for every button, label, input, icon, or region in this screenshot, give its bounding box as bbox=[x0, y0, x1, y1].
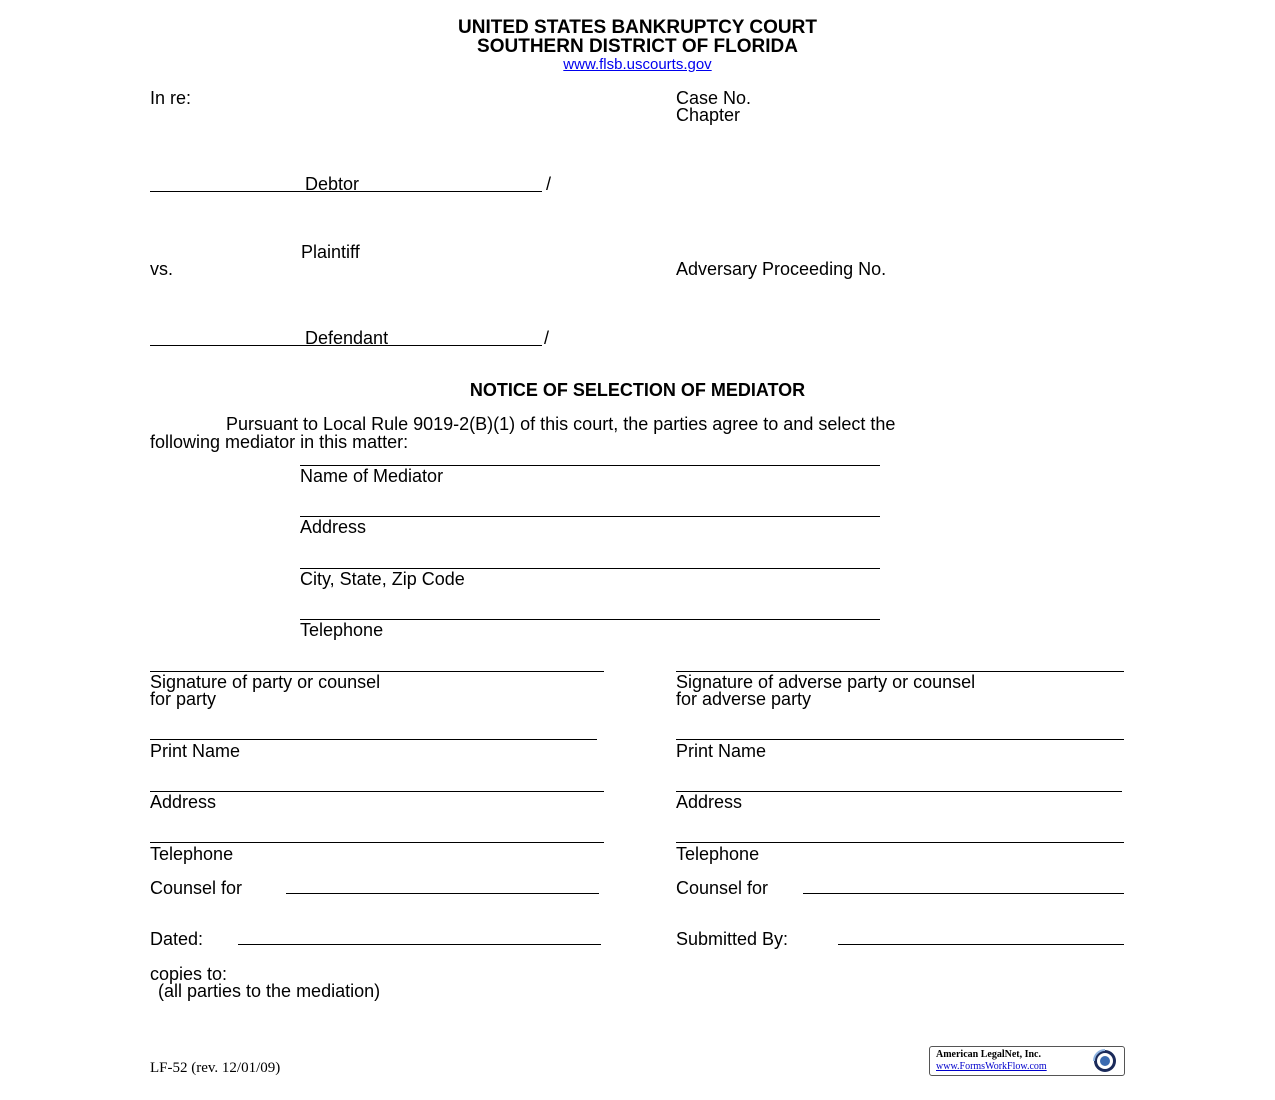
in-re-label: In re: bbox=[150, 88, 192, 108]
left-address-line[interactable] bbox=[150, 791, 604, 792]
body-text-line1: Pursuant to Local Rule 9019-2(B)(1) of this court, the parties agree to and select the bbox=[226, 414, 896, 434]
right-telephone-line[interactable] bbox=[676, 842, 1124, 843]
submitted-by-line[interactable] bbox=[838, 944, 1124, 945]
right-print-name-label: Print Name bbox=[676, 741, 767, 761]
court-name: UNITED STATES BANKRUPTCY COURT bbox=[458, 17, 817, 38]
right-address-line[interactable] bbox=[676, 791, 1122, 792]
chapter-label: Chapter bbox=[676, 105, 741, 125]
debtor-label: Debtor bbox=[305, 174, 360, 194]
left-address-label: Address bbox=[150, 792, 217, 812]
vendor-name: American LegalNet, Inc. bbox=[936, 1049, 1041, 1060]
left-signature-label: Signature of party or counsel bbox=[150, 672, 381, 692]
mediator-telephone-label: Telephone bbox=[300, 620, 384, 640]
left-signature-label-cont: for party bbox=[150, 689, 217, 709]
left-telephone-label: Telephone bbox=[150, 844, 234, 864]
form-id: LF-52 (rev. 12/01/09) bbox=[150, 1060, 281, 1076]
submitted-by-label: Submitted By: bbox=[676, 929, 789, 949]
mediator-address-label: Address bbox=[300, 517, 367, 537]
defendant-label: Defendant bbox=[305, 328, 389, 348]
vendor-logo-icon bbox=[1088, 1048, 1122, 1074]
vendor-badge[interactable] bbox=[929, 1046, 1125, 1076]
copies-to-note: (all parties to the mediation) bbox=[158, 981, 381, 1001]
right-counsel-for-line[interactable] bbox=[803, 893, 1124, 894]
court-website-link[interactable]: www.flsb.uscourts.gov bbox=[563, 56, 712, 73]
left-counsel-for-line[interactable] bbox=[286, 893, 599, 894]
dated-line[interactable] bbox=[238, 944, 601, 945]
right-address-label: Address bbox=[676, 792, 743, 812]
right-counsel-for-label: Counsel for bbox=[676, 878, 769, 898]
copies-to-label: copies to: bbox=[150, 964, 228, 984]
district-name: SOUTHERN DISTRICT OF FLORIDA bbox=[477, 36, 798, 57]
left-telephone-line[interactable] bbox=[150, 842, 604, 843]
right-telephone-label: Telephone bbox=[676, 844, 760, 864]
left-print-name-line[interactable] bbox=[150, 739, 597, 740]
vendor-url[interactable]: www.FormsWorkFlow.com bbox=[936, 1061, 1047, 1072]
document-title: NOTICE OF SELECTION OF MEDIATOR bbox=[469, 380, 806, 400]
mediator-address-line[interactable] bbox=[300, 516, 880, 517]
plaintiff-label: Plaintiff bbox=[301, 242, 360, 262]
left-counsel-for-label: Counsel for bbox=[150, 878, 243, 898]
left-print-name-label: Print Name bbox=[150, 741, 241, 761]
defendant-slash: / bbox=[544, 328, 550, 348]
debtor-slash: / bbox=[546, 174, 552, 194]
body-text-line2: following mediator in this matter: bbox=[150, 432, 409, 452]
right-signature-label: Signature of adverse party or counsel bbox=[676, 672, 976, 692]
mediator-name-label: Name of Mediator bbox=[300, 466, 444, 486]
right-print-name-line[interactable] bbox=[676, 739, 1124, 740]
mediator-telephone-line[interactable] bbox=[300, 619, 880, 620]
mediator-city-label: City, State, Zip Code bbox=[300, 569, 465, 589]
dated-label: Dated: bbox=[150, 929, 204, 949]
right-signature-label-cont: for adverse party bbox=[676, 689, 812, 709]
case-no-label: Case No. bbox=[676, 88, 752, 108]
vs-label: vs. bbox=[150, 259, 174, 279]
adversary-proceeding-label: Adversary Proceeding No. bbox=[676, 259, 887, 279]
